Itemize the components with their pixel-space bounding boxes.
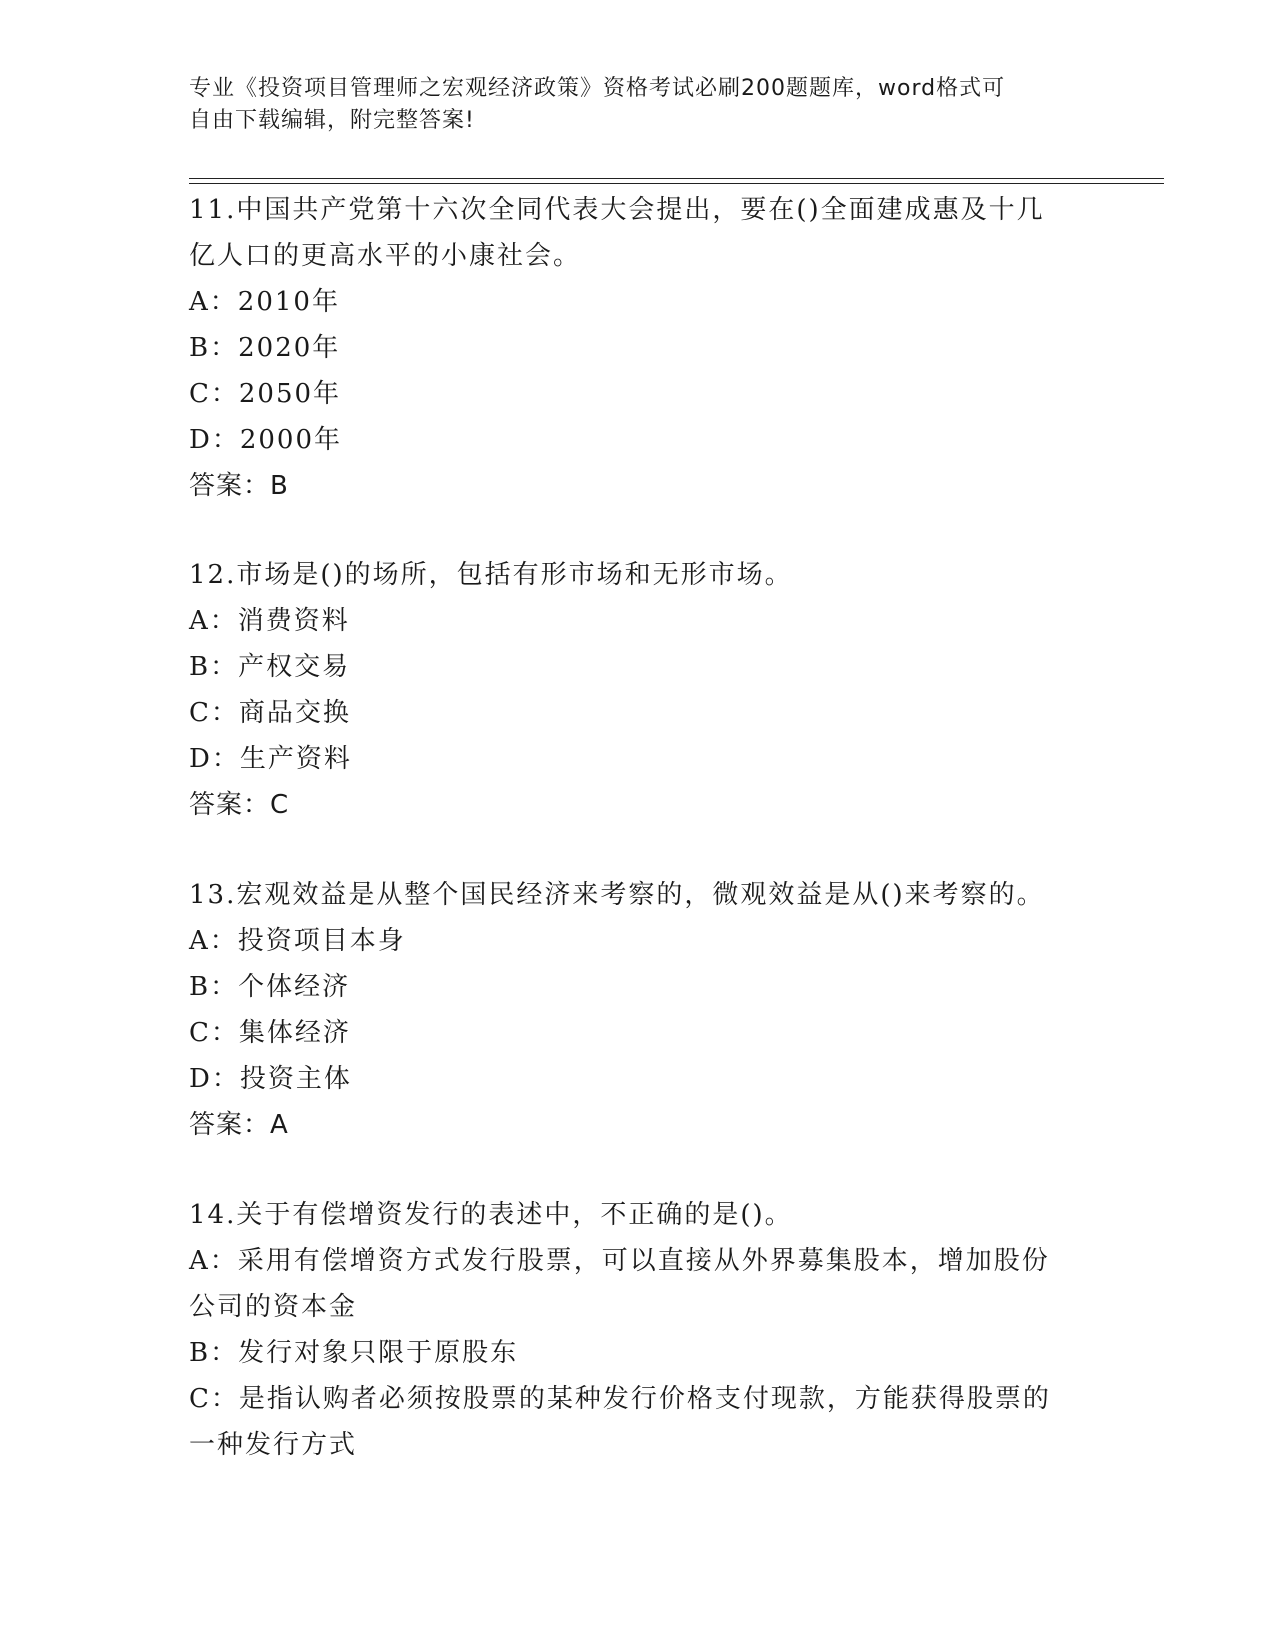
option-c-continuation: 一种发行方式 [189,1430,358,1460]
answer-line: 答案：C [189,790,290,820]
question-stem-line: 14.关于有偿增资发行的表述中，不正确的是()。 [189,1200,793,1230]
answer-line: 答案：A [189,1110,289,1140]
option-a: A：消费资料 [189,606,350,636]
question-14 [189,1192,1089,1468]
option-a: A：采用有偿增资方式发行股票，可以直接从外界募集股本，增加股份 [189,1246,1050,1276]
header-line-1: 专业《投资项目管理师之宏观经济政策》资格考试必刷200题题库，word格式可 [189,76,1006,101]
question-12 [189,552,1089,828]
header-rule-bottom [189,183,1164,184]
question-stem-line: 12.市场是()的场所，包括有形市场和无形市场。 [189,560,793,590]
header-rule-top [189,178,1164,179]
option-c: C：商品交换 [189,698,351,728]
question-stem-line: 亿人口的更高水平的小康社会。 [189,241,582,271]
option-a: A：投资项目本身 [189,926,406,956]
question-13 [189,872,1089,1148]
option-b: B：个体经济 [189,972,351,1002]
header-line-2: 自由下载编辑，附完整答案! [189,108,475,133]
answer-line: 答案：B [189,471,289,501]
option-c: C：集体经济 [189,1018,351,1048]
document-header [189,73,1069,137]
option-d: D：投资主体 [189,1064,352,1094]
option-d: D：生产资料 [189,744,352,774]
option-c: C：是指认购者必须按股票的某种发行价格支付现款，方能获得股票的 [189,1384,1051,1414]
option-a-continuation: 公司的资本金 [189,1292,358,1322]
option-d: D：2000年 [189,425,343,455]
question-stem-line: 13.宏观效益是从整个国民经济来考察的，微观效益是从()来考察的。 [189,880,1045,910]
option-b: B：2020年 [189,333,341,363]
option-c: C：2050年 [189,379,342,409]
option-a: A：2010年 [189,287,340,317]
question-stem-line: 11.中国共产党第十六次全同代表大会提出，要在()全面建成惠及十几 [189,195,1045,225]
option-b: B：产权交易 [189,652,351,682]
question-11 [189,187,1089,509]
option-b: B：发行对象只限于原股东 [189,1338,519,1368]
